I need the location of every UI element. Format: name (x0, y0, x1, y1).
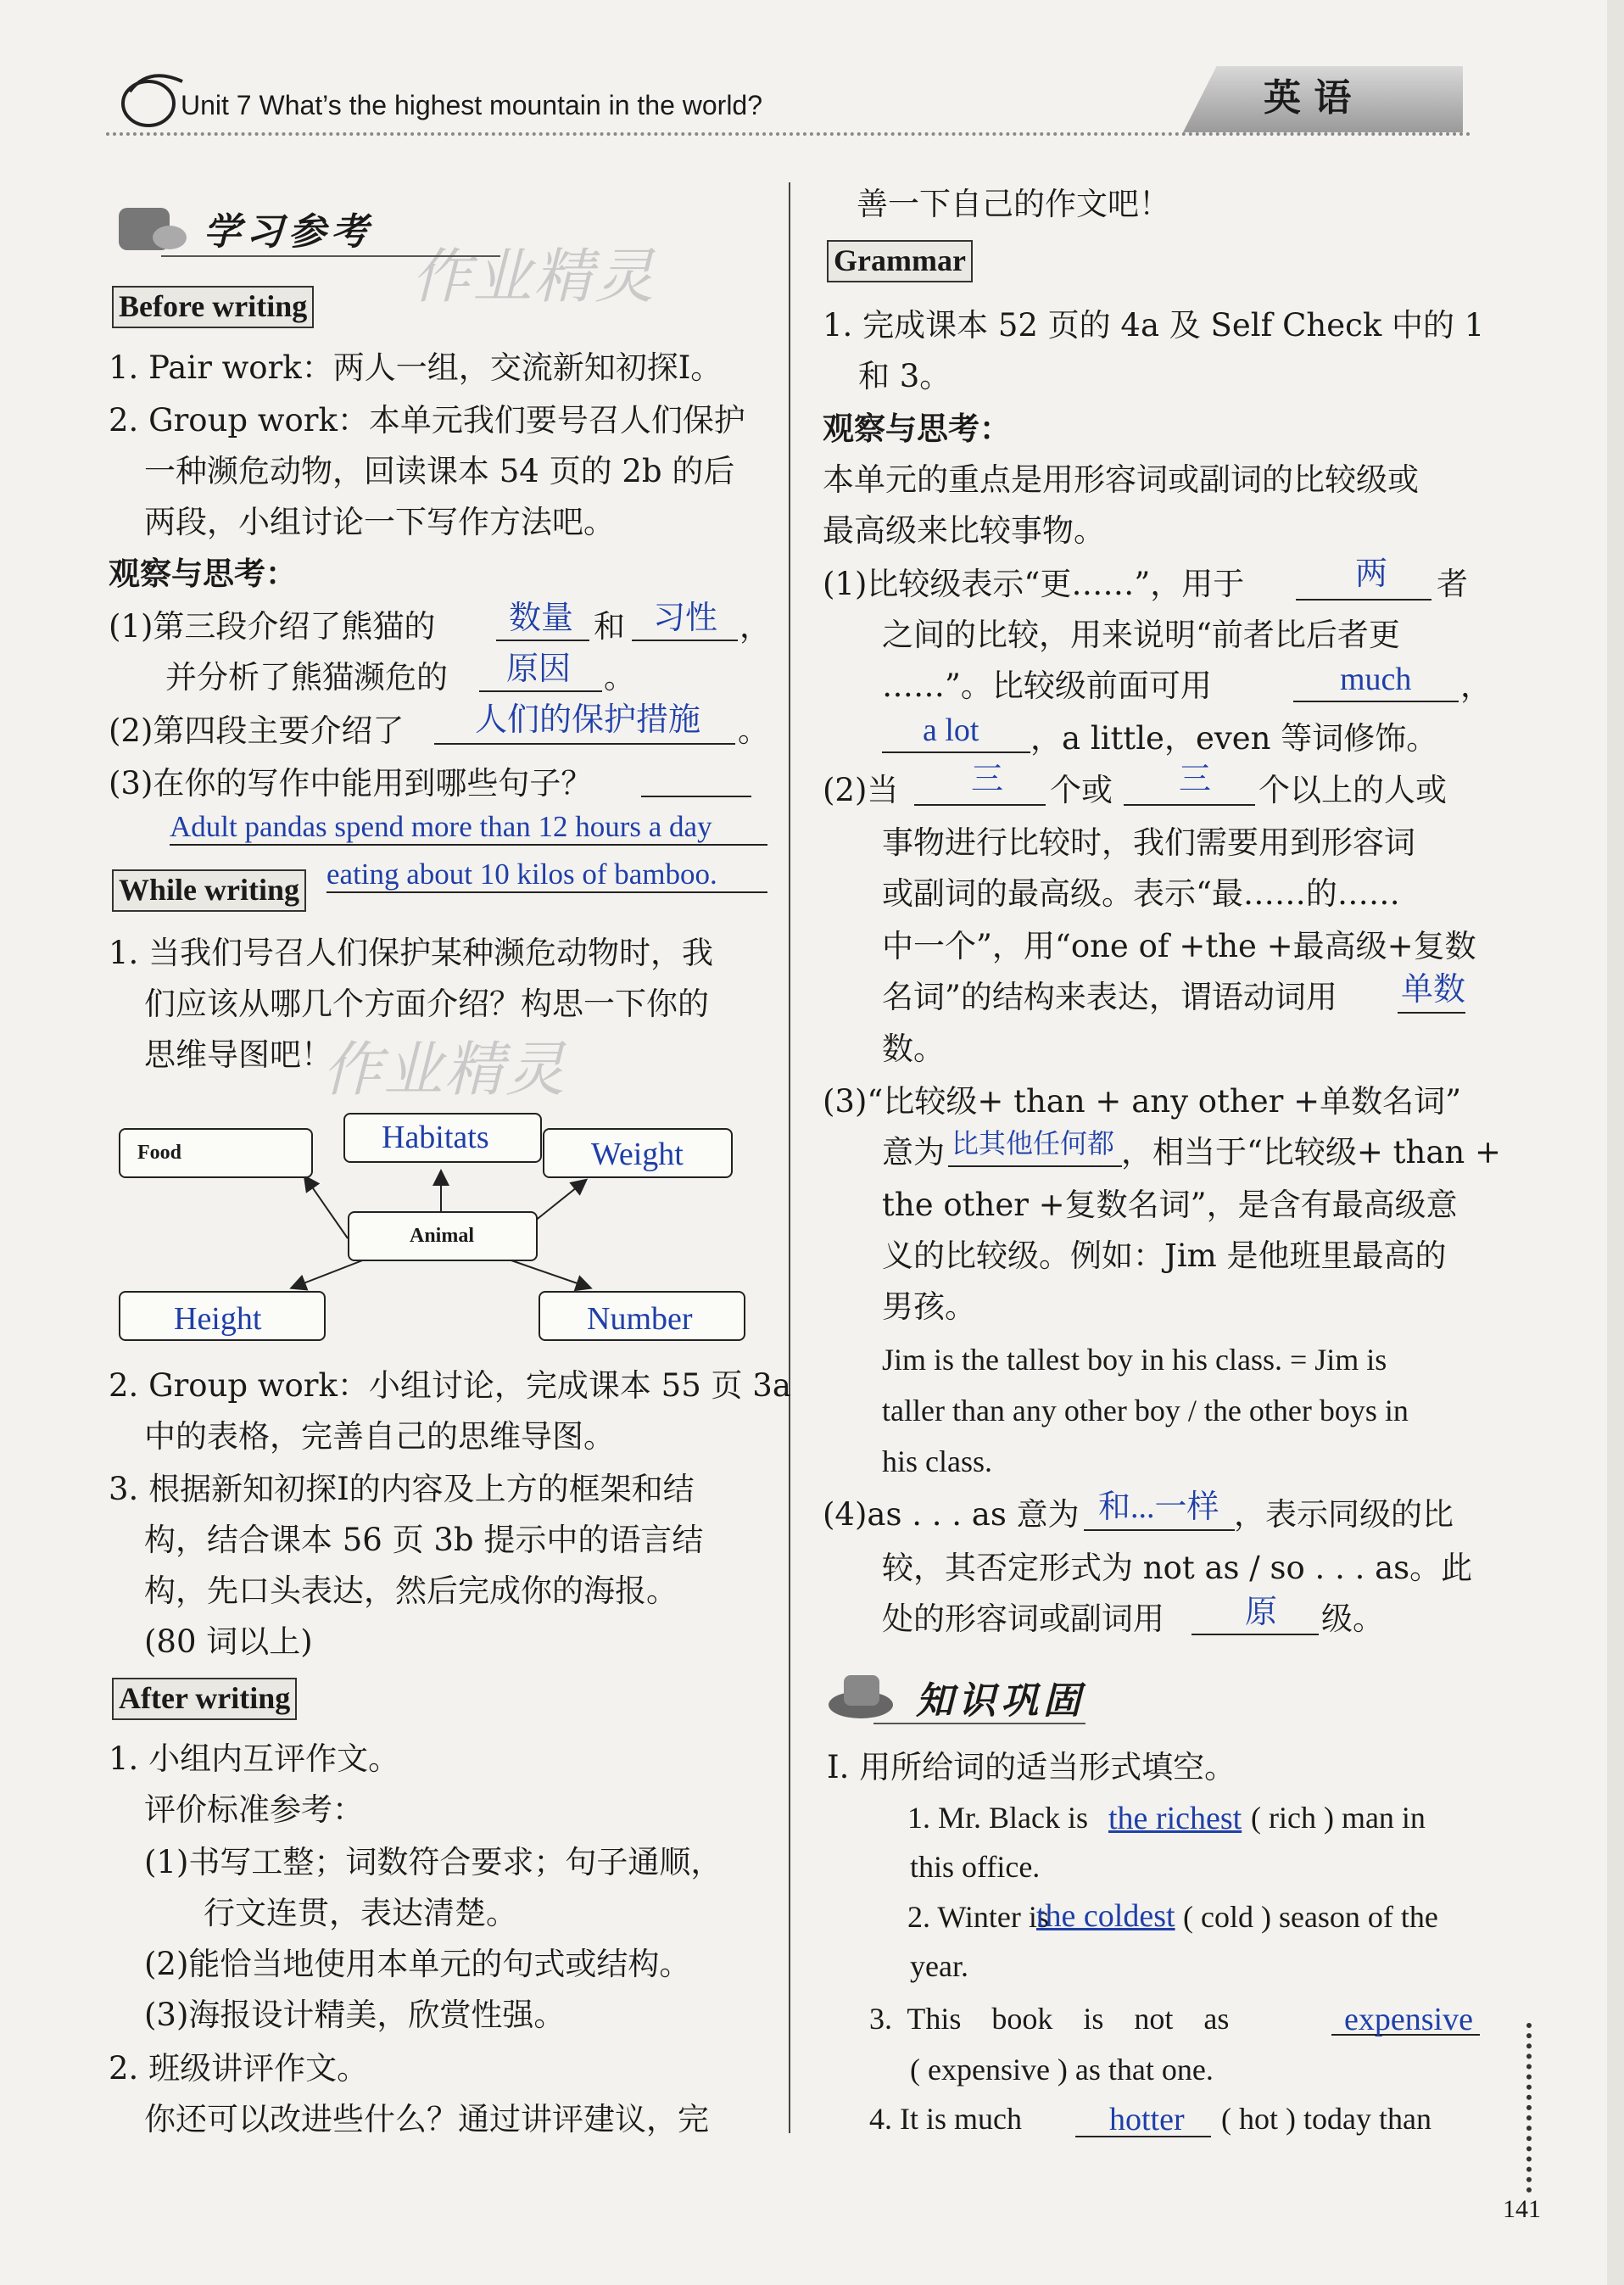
p1-text-a: (1)比较级表示“更……”，用于 (823, 566, 1245, 602)
while-item-3-line-4: (80 词以上) (144, 1623, 313, 1660)
before-item-2-line-2: 一种濒危动物，回读课本 54 页的 2b 的后 (144, 453, 735, 489)
after-criteria: 评价标准参考： (144, 1791, 364, 1828)
q3-text: (3)在你的写作中能用到哪些句子？ (109, 765, 593, 802)
p1-text-e: ， (1460, 668, 1492, 704)
p3-text-h: taller than any other boy / the other boys in (882, 1394, 1409, 1427)
p3-text-d: the other +复数名词”，是含有最高级意 (882, 1187, 1458, 1223)
exercise-2-answer: the coldest (1036, 1898, 1175, 1934)
after-criterion-1-line-2: 行文连贯，表达清楚。 (204, 1895, 517, 1931)
p2-answer-1: 三 (971, 762, 1004, 797)
q1-text-a: (1)第三段介绍了熊猫的 (109, 608, 436, 645)
q3-blank-1 (641, 755, 751, 797)
after-writing-heading: After writing (112, 1678, 297, 1720)
q3-blank-2 (170, 806, 767, 846)
q1-answer-3: 原因 (506, 651, 572, 687)
column-divider (789, 182, 790, 2133)
p2-text-f: 中一个”，用“one of +the +最高级+复数 (882, 928, 1476, 964)
observe-heading-left: 观察与思考： (109, 555, 297, 592)
p1-answer-1: 两 (1355, 556, 1388, 592)
p2-text-d: 事物进行比较时，我们需要用到形容词 (882, 824, 1415, 861)
q3-blank-3 (326, 853, 767, 893)
p2-text-h: 数。 (882, 1031, 945, 1067)
mind-map-food-label: Food (137, 1142, 182, 1164)
while-item-3-line-2: 构，结合课本 56 页 3b 提示中的语言结 (144, 1522, 704, 1558)
q3-answer-line-2: eating about 10 kilos of bamboo. (326, 858, 717, 891)
p2-text-b: 个或 (1050, 772, 1113, 808)
exercise-2-text-a: 2. Winter is (907, 1900, 1049, 1934)
p3-answer: 比其他任何都 (952, 1128, 1115, 1159)
page-edge (1607, 0, 1624, 2285)
after-item-1: 1. 小组内互评作文。 (109, 1740, 400, 1777)
p3-text-i: his class. (882, 1444, 992, 1478)
p3-text-b: 意为 (882, 1134, 945, 1170)
after-criterion-2: (2)能恰当地使用本单元的句式或结构。 (144, 1946, 691, 1982)
p1-answer-2: much (1340, 662, 1412, 697)
margin-dots (1526, 2023, 1540, 2193)
q2-text-b: 。 (738, 712, 769, 749)
p4-text-d: 处的形容词或副词用 (882, 1601, 1164, 1637)
p1-text-f: ，a little，even 等词修饰。 (1030, 720, 1438, 757)
p4-text-b: ，表示同级的比 (1234, 1496, 1454, 1533)
while-item-1-line-2: 们应该从哪几个方面介绍？构思一下你的 (144, 986, 709, 1022)
while-item-3-line-3: 构，先口头表达，然后完成你的海报。 (144, 1573, 678, 1609)
consolidation-banner (823, 1658, 1111, 1726)
p4-answer-1: 和...一样 (1098, 1489, 1219, 1525)
exercise-2-text-b: ( cold ) season of the (1183, 1900, 1438, 1934)
before-item-1: 1. Pair work：两人一组，交流新知初探Ⅰ。 (109, 349, 723, 386)
subject-label: 英 语 (1264, 76, 1352, 120)
while-writing-heading: While writing (112, 869, 306, 912)
p4-answer-2: 原 (1245, 1595, 1278, 1630)
p4-text-e: 级。 (1321, 1601, 1384, 1637)
study-reference-banner (110, 191, 399, 259)
page-number: 141 (1503, 2195, 1541, 2223)
p3-text-g: Jim is the tallest boy in his class. = Jim is (882, 1343, 1387, 1377)
header-dotted-rule (106, 132, 1471, 141)
exercise-1-text-c: this office. (910, 1850, 1041, 1884)
grammar-heading: Grammar (827, 240, 973, 282)
q2-text-a: (2)第四段主要介绍了 (109, 712, 405, 749)
observe-heading-right: 观察与思考： (823, 410, 1011, 447)
q1-text-d: 并分析了熊猫濒危的 (165, 659, 448, 696)
while-item-2-line-1: 2. Group work：小组讨论，完成课本 55 页 3a (109, 1367, 791, 1404)
exercise-4-text-b: ( hot ) today than (1221, 2102, 1431, 2136)
p2-text-a: (2)当 (823, 772, 899, 808)
p4-text-c: 较，其否定形式为 not as / so . . . as。此 (882, 1550, 1473, 1586)
q1-text-e: 。 (604, 659, 635, 696)
exercise-2-text-c: year. (910, 1949, 968, 1983)
before-item-2-line-1: 2. Group work：本单元我们要号召人们保护 (109, 402, 745, 439)
while-item-2-line-2: 中的表格，完善自己的思维导图。 (144, 1418, 615, 1455)
p3-text-a: (3)“比较级+ than + any other +单数名词” (823, 1083, 1461, 1120)
p2-answer-3: 单数 (1401, 972, 1466, 1008)
exercise-3-text-b: ( expensive ) as that one. (910, 2053, 1214, 2087)
q1-answer-1: 数量 (509, 601, 574, 636)
consolidation-title: 知识巩固 (916, 1679, 1085, 1723)
after-criterion-3: (3)海报设计精美，欣赏性强。 (144, 1997, 566, 2033)
grammar-item-1-line-2: 和 3。 (858, 358, 952, 394)
q1-answer-2: 习性 (653, 601, 718, 636)
exercise-4-answer: hotter (1109, 2102, 1185, 2137)
while-item-3-line-1: 3. 根据新知初探Ⅰ的内容及上方的框架和结 (109, 1471, 695, 1507)
continued-text: 善一下自己的作文吧！ (857, 186, 1170, 222)
p1-text-b: 者 (1437, 566, 1468, 602)
after-item-2-line-2: 你还可以改进些什么？通过讲评建议，完 (144, 2101, 709, 2137)
exercise-1-answer: the richest (1108, 1801, 1242, 1836)
q3-answer-line-1: Adult pandas spend more than 12 hours a day (170, 810, 712, 843)
p1-text-d: ……”。比较级前面可用 (882, 668, 1212, 704)
exercise-1-text-a: 1. Mr. Black is (907, 1801, 1088, 1835)
unit-title: Unit 7 What’s the highest mountain in the world? (181, 90, 763, 120)
p2-text-e: 或副词的最高级。表示“最……的…… (882, 875, 1400, 912)
page-header (106, 59, 1471, 144)
mind-map-number-label: Number (587, 1301, 693, 1337)
grammar-intro-line-2: 最高级来比较事物。 (823, 512, 1105, 549)
p3-text-c: ，相当于“比较级+ than + (1121, 1134, 1502, 1170)
p2-answer-2: 三 (1179, 762, 1212, 797)
exercise-1-text-b: ( rich ) man in (1251, 1801, 1426, 1835)
p1-text-c: 之间的比较，用来说明“前者比后者更 (882, 617, 1400, 653)
exercise-part-1: Ⅰ. 用所给词的适当形式填空。 (827, 1749, 1236, 1785)
q1-text-c: ， (739, 608, 771, 645)
mind-map-center-label: Animal (410, 1225, 475, 1247)
while-item-1-line-1: 1. 当我们号召人们保护某种濒危动物时，我 (109, 935, 714, 971)
p3-text-f: 男孩。 (882, 1288, 976, 1325)
mind-map-habitats-label: Habitats (382, 1120, 489, 1155)
exercise-3-answer: expensive (1344, 2002, 1473, 2037)
while-item-1-line-3: 思维导图吧！ (144, 1036, 332, 1073)
watermark-top: 作业精灵 (411, 242, 656, 311)
watermark-middle: 作业精灵 (322, 1035, 566, 1104)
mind-map-height-label: Height (174, 1301, 262, 1337)
mind-map (110, 1103, 755, 1349)
q1-text-b: 和 (594, 608, 625, 645)
q2-answer: 人们的保护措施 (475, 702, 701, 738)
grammar-item-1-line-1: 1. 完成课本 52 页的 4a 及 Self Check 中的 1 (823, 307, 1485, 344)
p2-text-c: 个以上的人或 (1258, 772, 1447, 808)
swirl-logo-icon (114, 66, 191, 134)
p4-text-a: (4)as . . . as 意为 (823, 1496, 1080, 1533)
p3-text-e: 义的比较级。例如：Jim 是他班里最高的 (882, 1237, 1447, 1274)
p2-text-g: 名词”的结构来表达，谓语动词用 (882, 979, 1337, 1015)
exercise-3-text-a: 3. This book is not as (869, 2002, 1230, 2036)
mind-map-weight-label: Weight (591, 1137, 684, 1172)
study-reference-title: 学习参考 (204, 210, 373, 254)
p1-answer-3: a lot (923, 712, 979, 748)
teacup-decoration-icon (823, 1658, 907, 1726)
after-criterion-1-line-1: (1)书写工整；词数符合要求；句子通顺， (144, 1844, 723, 1880)
before-writing-heading: Before writing (112, 286, 314, 328)
teapot-decoration-icon (110, 191, 195, 259)
before-item-2-line-3: 两段，小组讨论一下写作方法吧。 (144, 504, 615, 540)
exercise-4-text-a: 4. It is much (869, 2102, 1022, 2136)
after-item-2: 2. 班级讲评作文。 (109, 2050, 369, 2087)
grammar-intro-line-1: 本单元的重点是用形容词或副词的比较级或 (823, 461, 1419, 498)
